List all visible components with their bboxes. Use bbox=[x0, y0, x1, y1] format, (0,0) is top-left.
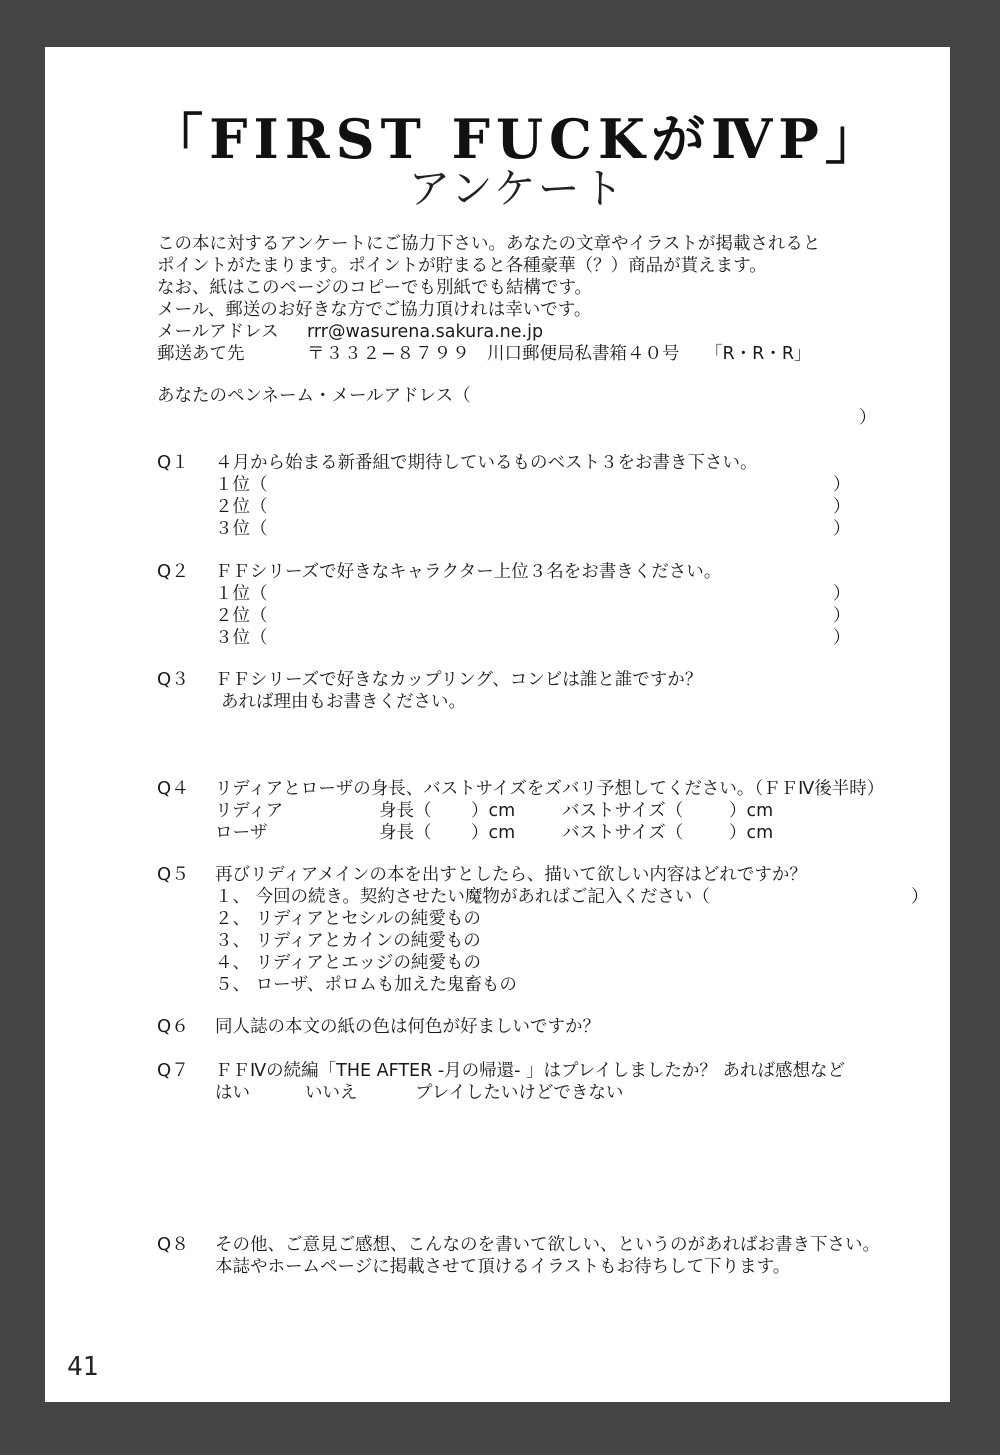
post-label: 郵送あて先 bbox=[157, 344, 245, 364]
q5-option-4: ４、 リディアとエッジの純愛もの bbox=[215, 953, 481, 973]
q3-text: ＦＦシリーズで好きなカップリング、コンビは誰と誰ですか？ bbox=[215, 670, 703, 690]
mail-label: メールアドレス bbox=[157, 322, 279, 342]
q4-row-2-height: 身長（ bbox=[379, 823, 432, 843]
page-number: 41 bbox=[67, 1352, 99, 1382]
q2-rank-1: １位（ bbox=[215, 584, 268, 604]
q2-rank-2-close: ） bbox=[833, 606, 851, 626]
q4-row-1-bust: バストサイズ（ bbox=[562, 801, 684, 821]
q4-row-2-bust: バストサイズ（ bbox=[562, 823, 684, 843]
q7-answer-yes: はい bbox=[215, 1083, 250, 1103]
q8-text: その他、ご意見ご感想、こんなのを書いて欲しい、というのがあればお書き下さい。 bbox=[215, 1235, 880, 1255]
q2-rank-1-close: ） bbox=[833, 584, 851, 604]
questionnaire-page bbox=[45, 47, 950, 1402]
q7-answer-no: いいえ bbox=[305, 1083, 358, 1103]
page-title: 「FIRST FUCKがⅣP」 bbox=[149, 107, 885, 171]
q7-number: Q７ bbox=[157, 1060, 190, 1081]
penname-label: あなたのペンネーム・メールアドレス（ bbox=[157, 386, 471, 406]
q1-rank-2-close: ） bbox=[833, 497, 851, 517]
q2-text: ＦＦシリーズで好きなキャラクター上位３名をお書きください。 bbox=[215, 562, 722, 582]
q6-text: 同人誌の本文の紙の色は何色が好ましいですか？ bbox=[215, 1017, 600, 1037]
intro-line-3: なお、紙はこのページのコピーでも別紙でも結構です。 bbox=[157, 278, 593, 298]
post-box: 川口郵便局私書箱４０号 bbox=[487, 344, 680, 364]
q1-rank-3: ３位（ bbox=[215, 519, 268, 539]
q6-number: Q６ bbox=[157, 1016, 190, 1037]
q4-row-2-name: ローザ bbox=[215, 823, 268, 843]
q2-rank-3-close: ） bbox=[833, 628, 851, 648]
intro-line-2: ポイントがたまります。ポイントが貯まると各種豪華（？）商品が貰えます。 bbox=[157, 256, 767, 276]
q8-number: Q８ bbox=[157, 1234, 190, 1255]
q1-text: ４月から始まる新番組で期待しているものベスト３をお書き下さい。 bbox=[215, 453, 758, 473]
q3-number: Q３ bbox=[157, 669, 190, 690]
postal-code: 〒３３２−８７９９ bbox=[307, 344, 471, 364]
intro-line-1: この本に対するアンケートにご協力下さい。あなたの文章やイラストが掲載されると bbox=[157, 234, 821, 254]
penname-close-paren: ） bbox=[859, 408, 877, 428]
q3-subtext: あれば理由もお書きください。 bbox=[221, 692, 466, 712]
q2-rank-3: ３位（ bbox=[215, 628, 268, 648]
q7-text: ＦＦⅣの続編「THE AFTER -月の帰還- 」はプレイしましたか？ あれば感想など bbox=[215, 1061, 845, 1081]
q4-row-1-bust-unit: ）cm bbox=[729, 801, 774, 821]
intro-line-4: メール、郵送のお好きな方でご協力頂けれは幸いです。 bbox=[157, 300, 592, 320]
q4-text: リディアとローザの身長、バストサイズをズバリ予想してください。（ＦＦⅣ後半時） bbox=[215, 779, 885, 799]
q8-subtext: 本誌やホームページに掲載させて頂けるイラストもお待ちして下ります。 bbox=[215, 1257, 791, 1277]
circle-name: 「R・R・R」 bbox=[705, 344, 812, 364]
q4-row-1-name: リディア bbox=[215, 801, 284, 821]
q4-row-1-height: 身長（ bbox=[379, 801, 432, 821]
q5-option-1: １、 今回の続き。契約させたい魔物があればご記入ください（ bbox=[215, 887, 710, 907]
q1-rank-2: ２位（ bbox=[215, 497, 268, 517]
q1-number: Q１ bbox=[157, 452, 190, 473]
q5-option-2: ２、 リディアとセシルの純愛もの bbox=[215, 909, 481, 929]
q1-rank-1: １位（ bbox=[215, 475, 268, 495]
q1-rank-3-close: ） bbox=[833, 519, 851, 539]
q4-row-2-height-unit: ）cm bbox=[471, 823, 516, 843]
q7-answer-want-to-play: プレイしたいけどできない bbox=[415, 1083, 624, 1103]
mail-address[interactable]: rrr@wasurena.sakura.ne.jp bbox=[307, 322, 544, 342]
q5-text: 再びリディアメインの本を出すとしたら、描いて欲しい内容はどれですか？ bbox=[215, 865, 807, 885]
q5-option-5: ５、 ローザ、ポロムも加えた鬼畜もの bbox=[215, 975, 517, 995]
q4-row-2-bust-unit: ）cm bbox=[729, 823, 774, 843]
q4-number: Q４ bbox=[157, 778, 190, 799]
q5-number: Q５ bbox=[157, 864, 190, 885]
q2-rank-2: ２位（ bbox=[215, 606, 268, 626]
page-subtitle: アンケート bbox=[408, 164, 626, 213]
q2-number: Q２ bbox=[157, 561, 190, 582]
q5-option-3: ３、 リディアとカインの純愛もの bbox=[215, 931, 481, 951]
q5-option-1-close: ） bbox=[911, 887, 929, 907]
q1-rank-1-close: ） bbox=[833, 475, 851, 495]
q4-row-1-height-unit: ）cm bbox=[471, 801, 516, 821]
